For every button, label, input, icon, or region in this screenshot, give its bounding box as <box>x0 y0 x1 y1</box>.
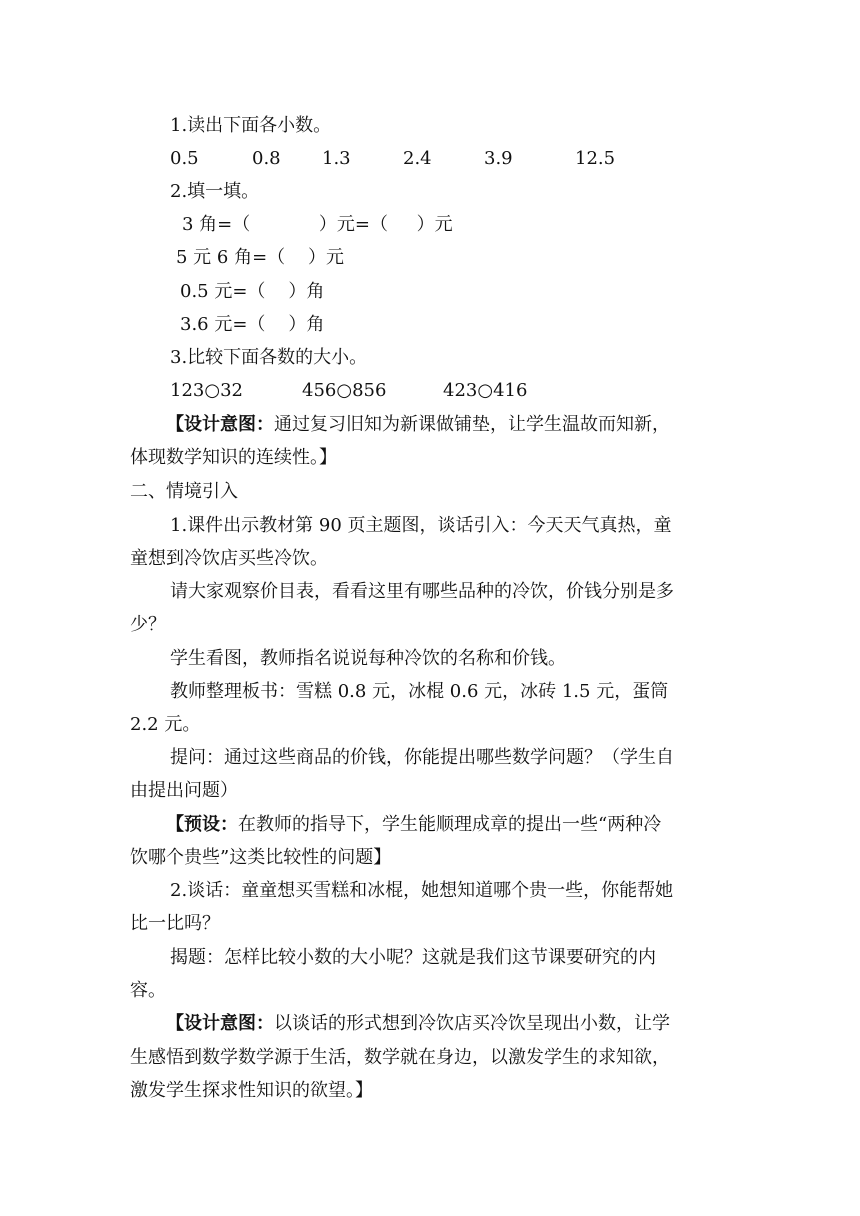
decimal-item: 0.8 <box>252 148 281 169</box>
decimal-item: 0.5 <box>170 148 199 169</box>
decimal-item: 2.4 <box>403 148 432 169</box>
decimal-item: 3.9 <box>484 148 513 169</box>
fill-item: 3 角=（ ）元=（ ）元 <box>182 214 453 235</box>
design-intent-text: 通过复习旧知为新课做铺垫，让学生温故而知新， <box>274 414 670 435</box>
design-intent-2-cont: 生感悟到数学数学源于生活，数学就在身边，以激发学生的求知欲， <box>130 1047 670 1068</box>
paragraph-cont: 少？ <box>130 614 166 635</box>
paragraph: 揭题：怎样比较小数的大小呢？这就是我们这节课要研究的内 <box>170 947 656 968</box>
design-intent-2-cont: 激发学生探求性知识的欲望。】 <box>130 1080 373 1101</box>
fill-item: 0.5 元=（ ）角 <box>180 281 325 302</box>
decimal-item: 1.3 <box>322 148 351 169</box>
compare-item: 456○856 <box>302 380 387 401</box>
section-heading: 二、情境引入 <box>130 481 238 502</box>
design-intent-label: 【设计意图： <box>166 1013 274 1034</box>
decimal-item: 12.5 <box>575 148 616 169</box>
question-3-title: 3.比较下面各数的大小。 <box>170 347 368 368</box>
question-2-title: 2.填一填。 <box>170 181 260 202</box>
paragraph: 2.谈话：童童想买雪糕和冰棍，她想知道哪个贵一些，你能帮她 <box>170 880 674 901</box>
preset-label: 【预设： <box>166 814 238 835</box>
design-intent-label: 【设计意图： <box>166 414 274 435</box>
paragraph: 教师整理板书：雪糕 0.8 元，冰棍 0.6 元，冰砖 1.5 元，蛋筒 <box>170 681 669 702</box>
paragraph-cont: 童想到冷饮店买些冷饮。 <box>130 548 328 569</box>
preset-text: 在教师的指导下，学生能顺理成章的提出一些“两种冷 <box>238 814 662 835</box>
paragraph: 1.课件出示教材第 90 页主题图，谈话引入：今天天气真热，童 <box>170 515 672 536</box>
fill-item: 5 元 6 角=（ ）元 <box>176 247 345 268</box>
paragraph: 请大家观察价目表，看看这里有哪些品种的冷饮，价钱分别是多 <box>170 581 674 602</box>
paragraph-cont: 2.2 元。 <box>130 714 201 735</box>
fill-item: 3.6 元=（ ）角 <box>180 314 325 335</box>
compare-item: 123○32 <box>170 380 243 401</box>
design-intent-1 <box>166 413 670 437</box>
design-intent-2 <box>166 1012 670 1036</box>
compare-item: 423○416 <box>443 380 528 401</box>
paragraph-cont: 由提出问题） <box>130 780 238 801</box>
paragraph: 学生看图，教师指名说说每种冷饮的名称和价钱。 <box>170 648 566 669</box>
design-intent-1-cont: 体现数学知识的连续性。】 <box>130 447 337 468</box>
paragraph-cont: 容。 <box>130 980 166 1001</box>
question-1-title: 1.读出下面各小数。 <box>170 115 332 136</box>
design-intent-text: 以谈话的形式想到冷饮店买冷饮呈现出小数，让学 <box>274 1013 670 1034</box>
preset-note-cont: 饮哪个贵些”这类比较性的问题】 <box>130 847 392 868</box>
paragraph-cont: 比一比吗？ <box>130 913 220 934</box>
preset-note <box>166 813 661 837</box>
paragraph: 提问：通过这些商品的价钱，你能提出哪些数学问题？（学生自 <box>170 747 674 768</box>
